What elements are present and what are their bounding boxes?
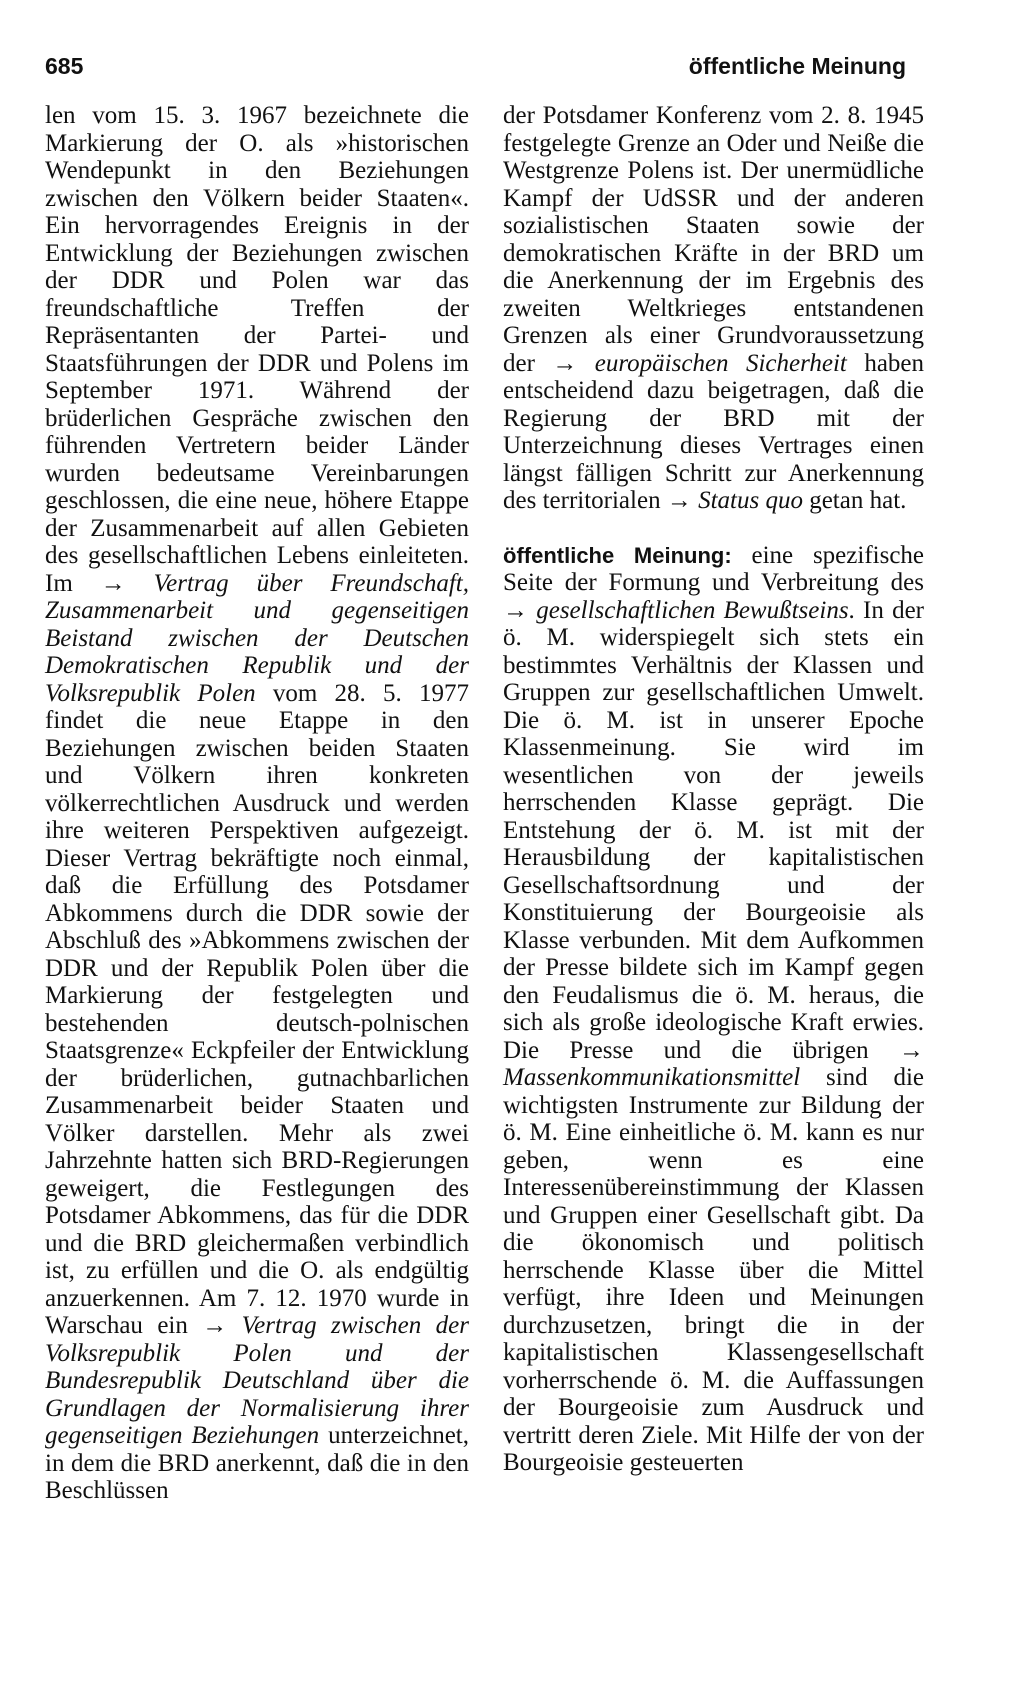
running-head: öffentliche Meinung: [688, 53, 906, 79]
text-span: eine spezifische Seite der Formung und Verbreitung des: [503, 541, 925, 596]
cross-reference[interactable]: → Vertrag über Freundschaft, Zusammenarbeit und gegenseitigen Beistand zwischen der Deutschen Demokratischen Republik und der Volksrepublik Polen: [45, 569, 469, 707]
entry-gap: [503, 515, 924, 542]
text-span: haben entscheidend dazu beigetragen, daß die Regierung der BRD mit der Unterzeichnung dieses Vertrages einen längst fälligen Schritt zur Anerkennung des territorialen: [503, 349, 925, 514]
text-span: len vom 15. 3. 1967 bezeichnete die Markierung der O. als »historischen Wendepunkt in den Beziehungen zwischen den Völkern beider Staaten«. Ein hervorragendes Ereignis in der Entwicklung der Beziehungen zwischen der DDR und Polen war das freundschaftliche Treffen der Repräsentanten der Partei- und Staatsführungen der DDR und Polens im September 1971. Während der brüderlichen Gespräche zwischen den führenden Vertretern beider Länder wurden bedeutsame Vereinbarungen geschlossen, die eine neue, höhere Etappe der Zusammenarbeit auf allen Gebieten des gesellschaftlichen Lebens einleiteten. Im: [45, 102, 469, 597]
right-paragraph: [503, 102, 924, 515]
cross-reference[interactable]: → gesellschaftlichen Bewußtseins: [503, 596, 849, 624]
entry-headword: öffentliche Meinung:: [503, 542, 732, 568]
cross-reference[interactable]: → Status quo: [666, 487, 803, 514]
text-span: getan hat.: [802, 487, 907, 514]
text-span: . In der ö. M. widerspiegelt sich stets ein bestimmtes Verhältnis der Klassen und Gruppen zur gesellschaftlichen Umwelt. Die ö. M. ist in unserer Epoche Klassenmeinung. Sie wird im wesentlichen von der jeweils herrschenden Klasse geprägt. Die Entstehung der ö. M. ist mit der Herausbildung der kapitalistischen Gesellschaftsordnung und der Konstituierung der Bourgeoisie als Klasse verbunden. Mit dem Aufkommen der Presse bildete sich im Kampf gegen den Feudalismus die ö. M. heraus, die sich als große ideologische Kraft erwies. Die Presse und die übrigen: [503, 596, 924, 1064]
cross-reference[interactable]: → europäischen Sicherheit: [552, 349, 847, 377]
dictionary-entry: [503, 542, 924, 1477]
text-span: sind die wichtigsten Instrumente zur Bildung der ö. M. Eine einheitliche ö. M. kann es nur geben, wenn es eine Interessenübereinstimmung der Klassen und Gruppen einer Gesellschaft gibt. Da die ökonomisch und politisch herrschende Klasse über die Mittel verfügt, ihre Ideen und Meinungen durchzusetzen, bringt die in der kapitalistischen Klassengesellschaft vorherrschende ö. M. die Auffassungen der Bourgeoisie zum Ausdruck und vertritt deren Ziele. Mit Hilfe der von der Bourgeoisie gesteuerten: [503, 1064, 924, 1476]
cross-reference[interactable]: → Vertrag zwischen der Volksrepublik Polen und der Bundesrepublik Deutschland über die Grundlagen der Normalisierung ihrer gegenseitigen Beziehungen: [45, 1312, 469, 1449]
text-span: unterzeichnet, in dem die BRD anerkennt, daß die in den Beschlüssen: [45, 1422, 469, 1504]
left-column: [45, 102, 469, 1505]
left-paragraph: [45, 102, 469, 1505]
cross-reference[interactable]: → Massenkommunikationsmittel: [503, 1036, 924, 1091]
text-span: vom 28. 5. 1977 findet die neue Etappe in den Beziehungen zwischen beiden Staaten und Völkern ihren konkreten völkerrechtlichen Ausdruck und werden ihre weiteren Perspektiven aufgezeigt. Dieser Vertrag bekräftigte noch einmal, daß die Erfüllung des Potsdamer Abkommens durch die DDR sowie der Abschluß des »Abkommens zwischen der DDR und der Republik Polen über die Markierung der festgelegten und bestehenden deutsch-polnischen Staatsgrenze« Eckpfeiler der Entwicklung der brüderlichen, gutnachbarlichen Zusammenarbeit beider Staaten und Völker darstellen. Mehr als zwei Jahrzehnte hatten sich BRD-Regierungen geweigert, die Festlegungen des Potsdamer Abkommens, das für die DDR und die BRD gleichermaßen verbindlich ist, zu erfüllen und die O. als endgültig anzuerkennen. Am 7. 12. 1970 wurde in Warschau ein: [45, 679, 469, 1339]
page-number: 685: [45, 53, 84, 79]
right-column: [503, 102, 924, 1477]
text-span: der Potsdamer Konferenz vom 2. 8. 1945 festgelegte Grenze an Oder und Neiße die Westgrenze Polens ist. Der unermüdliche Kampf der UdSSR und der anderen sozialistischen Staaten sowie der demokratischen Kräfte in der BRD um die Anerkennung der im Ergebnis des zweiten Weltkrieges entstandenen Grenzen als einer Grundvoraussetzung der: [503, 102, 924, 377]
